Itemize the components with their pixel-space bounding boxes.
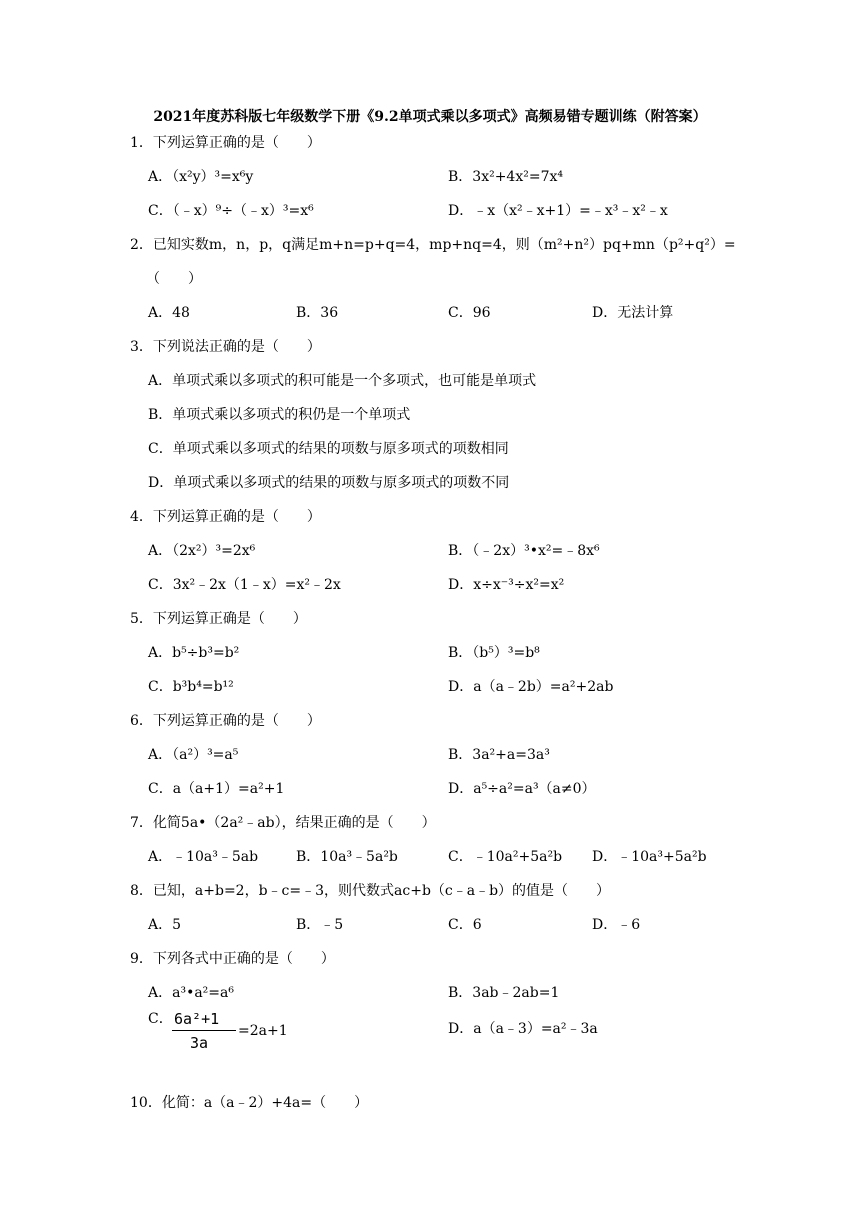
q6-option-a: A．（a²）³=a⁵ (148, 747, 239, 763)
page-title: 2021年度苏科版七年级数学下册《9.2单项式乘以多项式》高频易错专题训练（附答案） (153, 109, 707, 125)
q5-option-c: C．b³b⁴=b¹² (148, 679, 234, 695)
q3-option-a: A．单项式乘以多项式的积可能是一个多项式，也可能是单项式 (148, 373, 537, 389)
q5-option-a: A．b⁵÷b³=b² (148, 645, 240, 661)
fraction-bar (172, 1030, 236, 1031)
q5-option-b: B．（b⁵）³=b⁸ (448, 645, 540, 661)
q9-option-b: B．3ab﹣2ab=1 (448, 985, 560, 1001)
question-8: 8．已知，a+b=2，b﹣c=﹣3，则代数式ac+b（c﹣a﹣b）的值是（ ） (130, 883, 611, 899)
q6-option-d: D．a⁵÷a²=a³（a≠0） (448, 781, 596, 797)
question-5: 5．下列运算正确是（ ） (130, 611, 307, 627)
fraction-result: =2a+1 (238, 1023, 288, 1039)
q7-option-a: A．﹣10a³﹣5ab (148, 849, 259, 865)
q7-option-c: C．﹣10a²+5a²b (448, 849, 563, 865)
q6-option-c: C．a（a+1）=a²+1 (148, 781, 285, 797)
q2-option-d: D．无法计算 (592, 305, 674, 321)
q7-option-d: D．﹣10a³+5a²b (592, 849, 707, 865)
question-4: 4．下列运算正确的是（ ） (130, 509, 321, 525)
q1-option-a: A．（x²y）³=x⁶y (148, 169, 254, 185)
q7-option-b: B．10a³﹣5a²b (296, 849, 398, 865)
question-9: 9．下列各式中正确的是（ ） (130, 951, 335, 967)
question-3: 3．下列说法正确的是（ ） (130, 339, 321, 355)
q9-option-c (148, 1010, 288, 1052)
q4-option-d: D．x÷x⁻³÷x²=x² (448, 577, 565, 593)
fraction-numerator: 6a²+1 (174, 1010, 220, 1028)
question-2-cont: （ ） (146, 271, 202, 287)
q4-option-c: C．3x²﹣2x（1﹣x）=x²﹣2x (148, 577, 341, 593)
question-2: 2．已知实数m，n，p，q满足m+n=p+q=4，mp+nq=4，则（m²+n²）pq+mn（p²+q²）= (130, 237, 736, 253)
q1-option-d: D．﹣x（x²﹣x+1）=﹣x³﹣x²﹣x (448, 203, 668, 219)
q8-option-a: A．5 (148, 917, 182, 933)
question-1: 1．下列运算正确的是（ ） (130, 135, 321, 151)
q9-option-c-label: C． (148, 1011, 173, 1027)
q9-option-d: D．a（a﹣3）=a²﹣3a (448, 1021, 598, 1037)
q2-option-a: A．48 (148, 305, 190, 321)
q4-option-b: B．（﹣2x）³•x²=﹣8x⁶ (448, 543, 600, 559)
q5-option-d: D．a（a﹣2b）=a²+2ab (448, 679, 614, 695)
question-7: 7．化简5a•（2a²﹣ab），结果正确的是（ ） (130, 815, 436, 831)
q3-option-c: C．单项式乘以多项式的结果的项数与原多项式的项数相同 (148, 441, 509, 457)
question-6: 6．下列运算正确的是（ ） (130, 713, 321, 729)
fraction-denominator: 3a (190, 1034, 209, 1052)
q8-option-d: D．﹣6 (592, 917, 641, 933)
q2-option-b: B．36 (296, 305, 339, 321)
q9-option-a: A．a³•a²=a⁶ (148, 985, 234, 1001)
q1-option-b: B．3x²+4x²=7x⁴ (448, 169, 563, 185)
q2-option-c: C．96 (448, 305, 491, 321)
q3-option-b: B．单项式乘以多项式的积仍是一个单项式 (148, 407, 411, 423)
q3-option-d: D．单项式乘以多项式的结果的项数与原多项式的项数不同 (148, 475, 510, 491)
q6-option-b: B．3a²+a=3a³ (448, 747, 550, 763)
question-10: 10．化简：a（a﹣2）+4a=（ ） (130, 1095, 369, 1111)
q8-option-b: B．﹣5 (296, 917, 344, 933)
q8-option-c: C．6 (448, 917, 482, 933)
q4-option-a: A．（2x²）³=2x⁶ (148, 543, 256, 559)
q1-option-c: C．（﹣x）⁹÷（﹣x）³=x⁶ (148, 203, 314, 219)
